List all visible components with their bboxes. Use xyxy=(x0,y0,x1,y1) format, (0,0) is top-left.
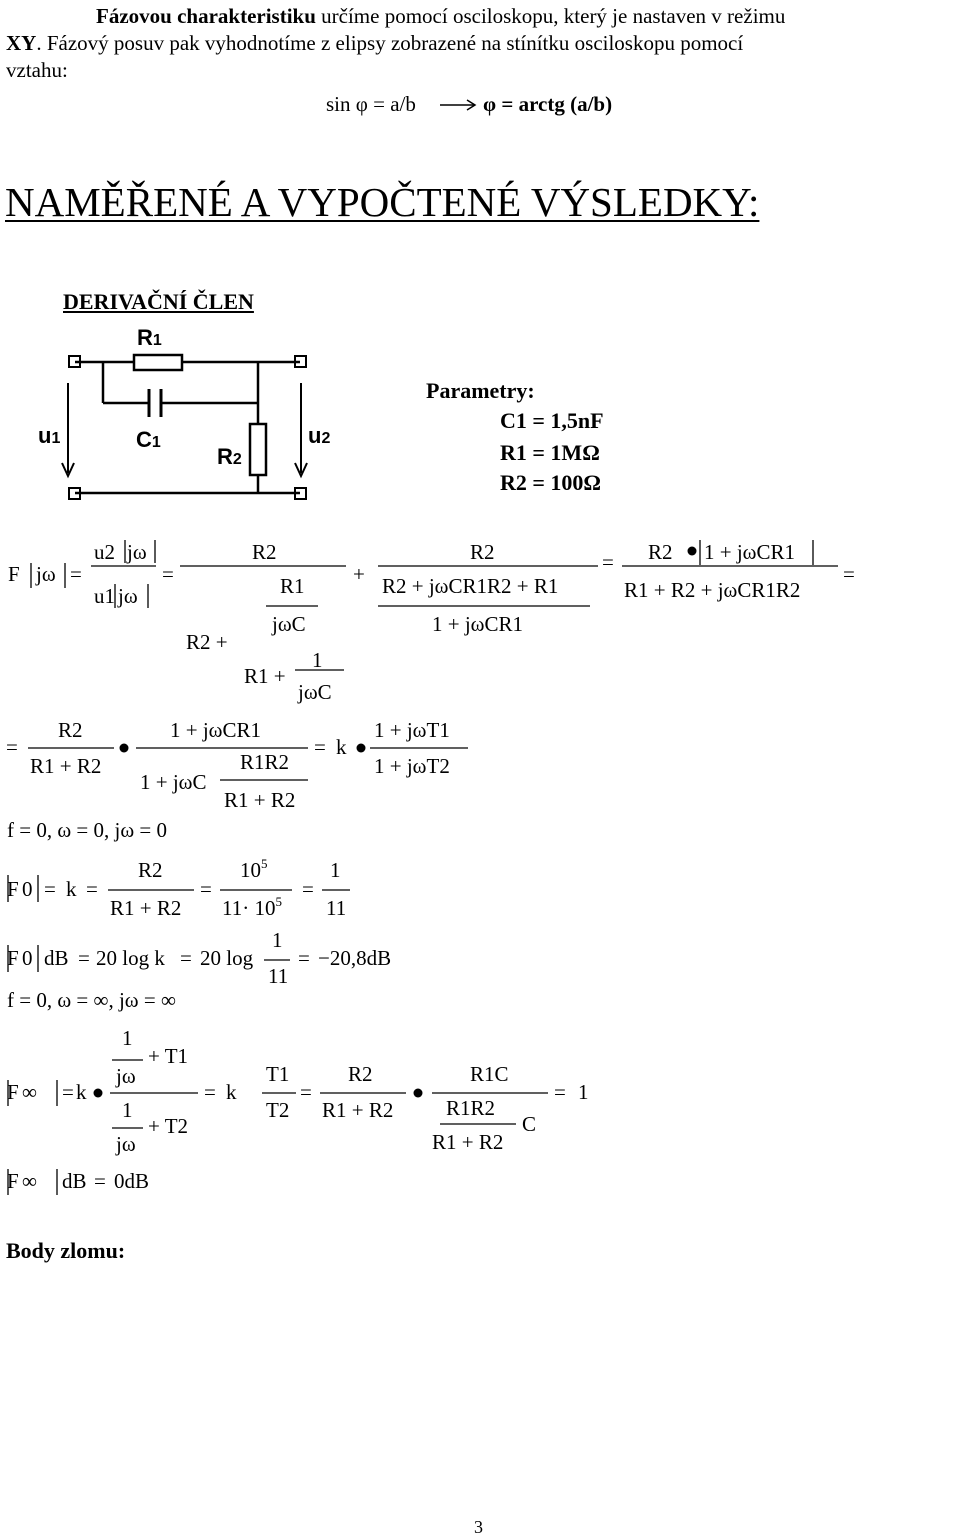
eq-u2: u2 xyxy=(94,540,115,564)
eq-T1: T1 xyxy=(266,1062,290,1086)
eq-sum3: R1 + R2 + jωCR1R2 xyxy=(624,578,801,602)
formula-sin: sin φ = a/b xyxy=(326,92,416,116)
eq-condition-infinity: f = 0, ω = ∞, jω = ∞ xyxy=(7,988,176,1012)
eq-condition-zero: f = 0, ω = 0, jω = 0 xyxy=(7,818,168,842)
page-number: 3 xyxy=(474,1517,483,1537)
eq-r1-plus-r2: R1 + R2 xyxy=(224,788,296,812)
label-u2: u2 xyxy=(308,423,331,448)
eq-r1-plus-r2: R1 + R2 xyxy=(322,1098,394,1122)
eq-jw: jω xyxy=(36,562,56,586)
eq-eleven: 11 xyxy=(268,964,289,988)
eq-one: 1 xyxy=(122,1026,133,1050)
eq-R2: R2 xyxy=(648,540,673,564)
equation-lines xyxy=(8,540,838,1195)
eq-dB: dB xyxy=(62,1169,87,1193)
eq-one-plus-jwcr1: 1 + jωCR1 xyxy=(704,540,796,564)
eq-one: 1 xyxy=(312,648,323,672)
eq-exponent: 5 xyxy=(275,894,282,909)
eq-R2-plus: R2 + xyxy=(186,630,228,654)
circuit-subheading: DERIVAČNÍ ČLEN xyxy=(63,289,254,314)
eq-eleven: 11· xyxy=(222,896,250,920)
eq-k: k xyxy=(66,877,77,901)
label-u1: u1 xyxy=(38,423,61,448)
eq-ten: 10 xyxy=(254,896,276,920)
eq-R1C: R1C xyxy=(470,1062,509,1086)
eq-result-one: 1 xyxy=(578,1080,589,1104)
param-r2: R2 = 100Ω xyxy=(500,470,602,495)
eq-R1: R1 xyxy=(280,574,305,598)
eq-plus-t2: + T2 xyxy=(148,1114,189,1138)
eq-20log: 20 log xyxy=(200,946,254,970)
eq-jw: jω xyxy=(116,1132,136,1156)
intro-text: . Fázový posuv pak vyhodnotíme z elipsy zobrazené na stínítku osciloskopu pomocí xyxy=(36,31,744,55)
intro-line-3: vztahu: xyxy=(6,58,68,82)
eq-plus-t1: + T1 xyxy=(148,1044,189,1068)
eq-jw: jω xyxy=(127,540,147,564)
eq-exponent: 5 xyxy=(261,856,268,871)
eq-F: F xyxy=(7,877,19,901)
resistor-r2-symbol xyxy=(250,424,266,475)
formula-arctg: φ = arctg (a/b) xyxy=(483,92,613,116)
eq-R1R2: R1R2 xyxy=(446,1096,496,1120)
eq-equals: = xyxy=(94,1169,106,1193)
eq-r1-plus-r2: R1 + R2 xyxy=(30,754,102,778)
eq-denominator xyxy=(222,896,282,921)
eq-one-plus-jwt1: 1 + jωT1 xyxy=(374,718,450,742)
eq-dB: dB xyxy=(44,946,69,970)
eq-k: k xyxy=(76,1080,87,1104)
eq-equals: = xyxy=(314,735,326,759)
resistor-r1-symbol xyxy=(134,355,182,370)
eq-one-plus-jwcr1: 1 + jωCR1 xyxy=(432,612,524,636)
eq-zero: 0 xyxy=(22,877,33,901)
eq-equals: = xyxy=(298,946,310,970)
eq-equals: = xyxy=(554,1080,566,1104)
eq-one-plus-jwc: 1 + jωC xyxy=(140,770,207,794)
eq-eleven: 11 xyxy=(326,896,347,920)
implies-arrow-icon xyxy=(440,100,475,110)
label-r1: R1 xyxy=(137,325,162,350)
equation-bullets xyxy=(94,547,697,1098)
eq-k: k xyxy=(336,735,347,759)
results-heading: NAMĚŘENÉ A VYPOČTENÉ VÝSLEDKY: xyxy=(5,179,760,225)
eq-one: 1 xyxy=(122,1098,133,1122)
eq-equals: = xyxy=(86,877,98,901)
eq-R1-plus: R1 + xyxy=(244,664,286,688)
eq-one: 1 xyxy=(272,928,283,952)
eq-infinity: ∞ xyxy=(22,1080,37,1104)
eq-r1-plus-r2: R1 + R2 xyxy=(432,1130,504,1154)
eq-r1-plus-r2: R1 + R2 xyxy=(110,896,182,920)
eq-equals: = xyxy=(44,877,56,901)
label-r2: R2 xyxy=(217,444,242,469)
eq-F: F xyxy=(8,562,20,586)
eq-equals: = xyxy=(62,1080,74,1104)
eq-infinity: ∞ xyxy=(22,1169,37,1193)
eq-equals: = xyxy=(6,735,18,759)
intro-mode-bold: XY xyxy=(6,31,37,55)
eq-equals: = xyxy=(204,1080,216,1104)
eq-20logk: 20 log k xyxy=(96,946,165,970)
eq-one-plus-jwcr1: 1 + jωCR1 xyxy=(170,718,262,742)
eq-power xyxy=(240,858,268,883)
eq-equals: = xyxy=(300,1080,312,1104)
intro-term-bold: Fázovou charakteristiku xyxy=(96,4,316,28)
eq-jw: jω xyxy=(116,1064,136,1088)
eq-F: F xyxy=(7,1169,19,1193)
eq-equals: = xyxy=(180,946,192,970)
eq-plus: + xyxy=(353,562,365,586)
circuit-diagram xyxy=(62,355,307,499)
eq-zero: 0 xyxy=(22,946,33,970)
eq-R2: R2 xyxy=(252,540,277,564)
eq-one-plus-jwt2: 1 + jωT2 xyxy=(374,754,450,778)
eq-result-db: −20,8dB xyxy=(318,946,392,970)
eq-equals: = xyxy=(78,946,90,970)
eq-denominator: R2 + jωCR1R2 + R1 xyxy=(382,574,559,598)
eq-R2: R2 xyxy=(58,718,83,742)
eq-C: C xyxy=(522,1112,537,1136)
eq-k: k xyxy=(226,1080,237,1104)
eq-F: F xyxy=(7,946,19,970)
param-r1: R1 = 1MΩ xyxy=(500,440,600,465)
eq-u1: u1 xyxy=(94,584,115,608)
body-zlomu-heading: Body zlomu: xyxy=(6,1238,126,1263)
intro-text: určíme pomocí osciloskopu, který je nastaven v režimu xyxy=(315,4,786,28)
eq-ten: 10 xyxy=(240,858,261,882)
eq-R2: R2 xyxy=(348,1062,373,1086)
label-c1: C1 xyxy=(136,427,161,452)
eq-jwC: jωC xyxy=(298,680,332,704)
eq-equals: = xyxy=(302,877,314,901)
eq-R2: R2 xyxy=(138,858,163,882)
eq-R2: R2 xyxy=(470,540,495,564)
eq-jw: jω xyxy=(118,584,138,608)
eq-equals: = xyxy=(200,877,212,901)
eq-T2: T2 xyxy=(266,1098,290,1122)
eq-equals: = xyxy=(843,562,855,586)
eq-R1R2: R1R2 xyxy=(240,750,290,774)
param-c1: C1 = 1,5nF xyxy=(500,408,604,433)
eq-zero-db: 0dB xyxy=(114,1169,150,1193)
eq-F: F xyxy=(7,1080,19,1104)
params-title: Parametry: xyxy=(426,378,535,403)
eq-one: 1 xyxy=(330,858,341,882)
eq-jwC: jωC xyxy=(272,612,306,636)
eq-equals: = xyxy=(70,562,82,586)
eq-equals: = xyxy=(162,562,174,586)
eq-equals: = xyxy=(602,550,614,574)
